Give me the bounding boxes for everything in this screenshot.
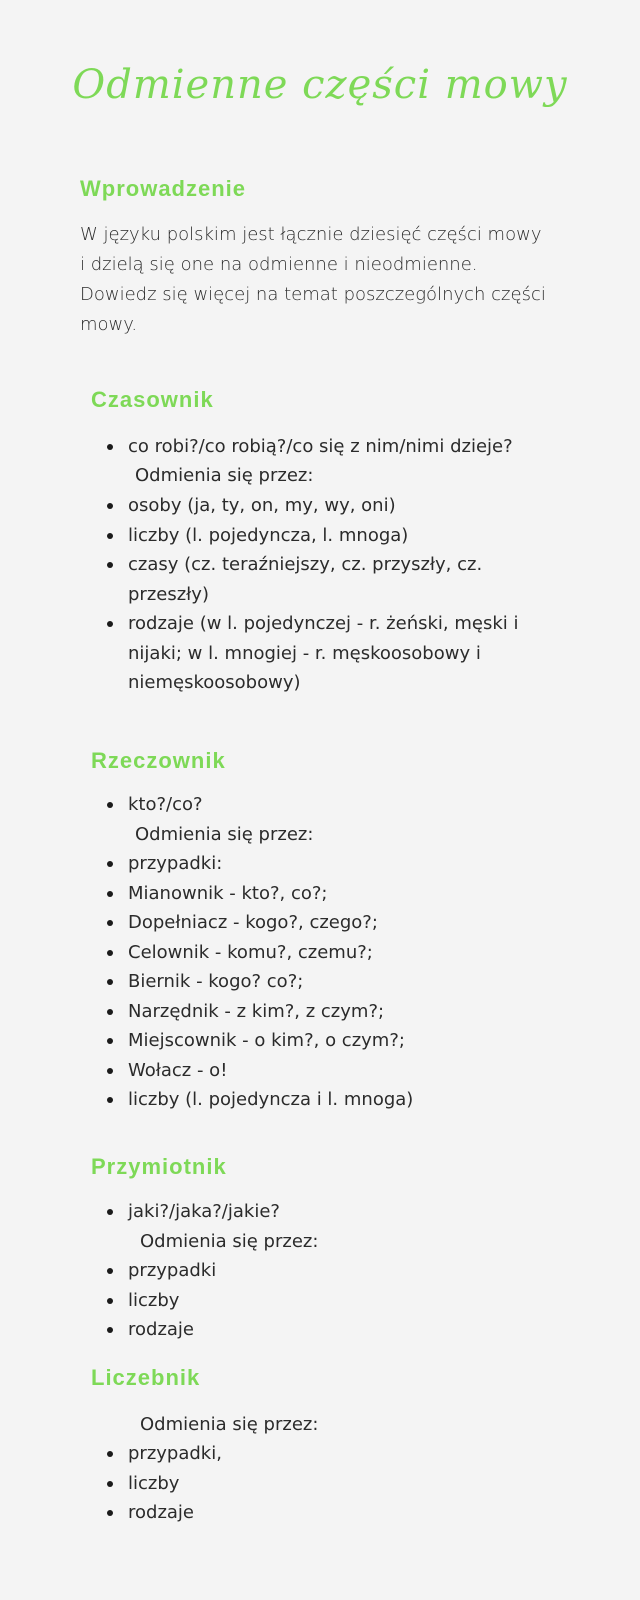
list-item: rodzaje	[100, 1498, 560, 1528]
rzeczownik-note: Odmienia się przez:	[135, 824, 314, 845]
list-item: osoby (ja, ty, on, my, wy, oni)	[100, 491, 560, 521]
czasownik-list-2	[100, 491, 560, 698]
list-item: rodzaje (w l. pojedynczej - r. żeński, męski i nijaki; w l. mnogiej - r. męskoosobowy i niemęskoosobowy)	[100, 609, 560, 698]
list-item: Wołacz - o!	[100, 1056, 560, 1086]
list-item: Biernik - kogo? co?;	[100, 967, 560, 997]
list-item: liczby	[100, 1469, 560, 1499]
list-item: liczby (l. pojedyncza i l. mnoga)	[100, 1085, 560, 1115]
czasownik-note: Odmienia się przez:	[135, 465, 314, 486]
list-item: co robi?/co robią?/co się z nim/nimi dzieje?	[100, 432, 560, 462]
section-heading-intro: Wprowadzenie	[80, 176, 247, 201]
list-item: rodzaje	[100, 1315, 560, 1345]
list-item: jaki?/jaka?/jakie?	[100, 1197, 560, 1227]
list-item: Dopełniacz - kogo?, czego?;	[100, 908, 560, 938]
liczebnik-list	[100, 1439, 560, 1528]
section-heading-liczebnik: Liczebnik	[91, 1365, 201, 1390]
list-item: Mianownik - kto?, co?;	[100, 879, 560, 909]
section-heading-przymiotnik: Przymiotnik	[91, 1154, 227, 1179]
list-item: Miejscownik - o kim?, o czym?;	[100, 1026, 560, 1056]
section-heading-czasownik: Czasownik	[91, 387, 214, 412]
list-item: liczby (l. pojedyncza, l. mnoga)	[100, 521, 560, 551]
list-item: przypadki:	[100, 849, 560, 879]
list-item: Celownik - komu?, czemu?;	[100, 938, 560, 968]
list-item: przypadki,	[100, 1439, 560, 1469]
page-title: Odmienne części mowy	[72, 62, 568, 108]
list-item: Narzędnik - z kim?, z czym?;	[100, 997, 560, 1027]
czasownik-list	[100, 432, 560, 462]
przymiotnik-list	[100, 1197, 560, 1227]
rzeczownik-list	[100, 790, 560, 820]
list-item: liczby	[100, 1286, 560, 1316]
list-item: czasy (cz. teraźniejszy, cz. przyszły, cz. przeszły)	[100, 550, 560, 609]
intro-text: W języku polskim jest łącznie dziesięć części mowy i dzielą się one na odmienne i nieodmienne. Dowiedz się więcej na temat poszczególnych części mowy.	[80, 224, 546, 335]
section-heading-rzeczownik: Rzeczownik	[91, 748, 226, 773]
liczebnik-note: Odmienia się przez:	[140, 1414, 319, 1435]
przymiotnik-note: Odmienia się przez:	[140, 1231, 319, 1252]
rzeczownik-list-2	[100, 849, 560, 1115]
list-item: przypadki	[100, 1256, 560, 1286]
list-item: kto?/co?	[100, 790, 560, 820]
przymiotnik-list-2	[100, 1256, 560, 1345]
